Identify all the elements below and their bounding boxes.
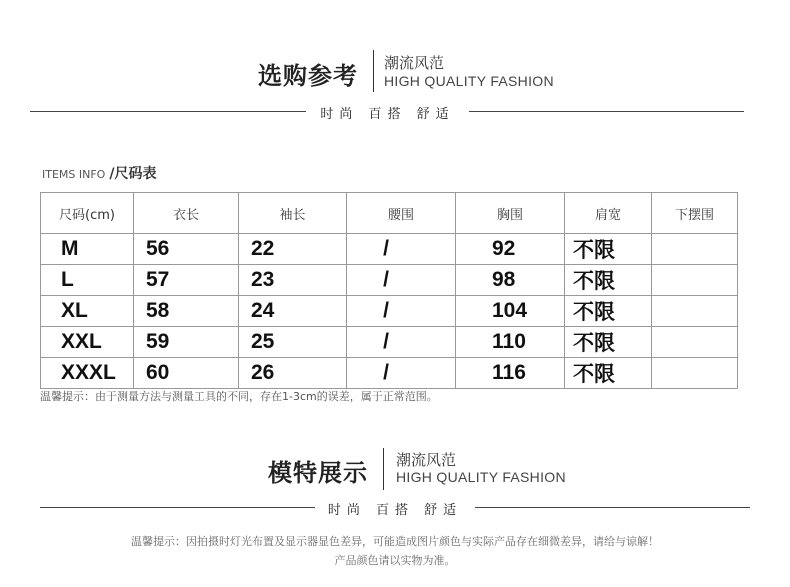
hem-cell [652,327,738,358]
chest-cell: 110 [456,327,565,358]
size-table-header-row [41,193,738,234]
table-row [41,234,738,265]
size-cell: XL [41,296,134,327]
section-title-shopping-reference: 选购参考 [258,62,358,90]
waist-cell: / [347,327,456,358]
tagline-rule-right [469,111,744,112]
shoulder-cell: 不限 [565,358,652,389]
header-subtitle-cn: 潮流风范 [384,54,445,72]
hem-cell [652,296,738,327]
tagline-rule-left [40,507,315,508]
waist-cell: / [347,296,456,327]
hem-cell [652,358,738,389]
length-cell: 56 [134,234,239,265]
header-hem: 下摆围 [652,193,738,234]
tagline-rule-left [30,111,306,112]
length-cell: 58 [134,296,239,327]
header-divider [373,50,374,92]
header-subtitle-en: HIGH QUALITY FASHION [384,73,554,89]
sleeve-cell: 26 [239,358,347,389]
header-waist: 腰围 [347,193,456,234]
header-subtitle-cn: 潮流风范 [396,451,457,469]
length-cell: 57 [134,265,239,296]
header-shoulder: 肩宽 [565,193,652,234]
items-info-label [42,163,156,183]
sleeve-cell: 24 [239,296,347,327]
chest-cell: 92 [456,234,565,265]
length-cell: 59 [134,327,239,358]
shoulder-cell: 不限 [565,265,652,296]
section-title-model-display: 模特展示 [268,459,368,487]
chest-cell: 104 [456,296,565,327]
sleeve-cell: 22 [239,234,347,265]
chest-cell: 98 [456,265,565,296]
header-sleeve: 袖长 [239,193,347,234]
waist-cell: / [347,358,456,389]
chest-cell: 116 [456,358,565,389]
measurement-note: 温馨提示：由于测量方法与测量工具的不同，存在1-3cm的误差，属于正常范围。 [40,390,438,403]
tagline: 时尚 百搭 舒适 [320,107,455,122]
length-cell: 60 [134,358,239,389]
footer-note-line2: 产品颜色请以实物为准。 [334,554,456,567]
shoulder-cell: 不限 [565,327,652,358]
shoulder-cell: 不限 [565,234,652,265]
shoulder-cell: 不限 [565,296,652,327]
size-cell: M [41,234,134,265]
sleeve-cell: 25 [239,327,347,358]
table-row [41,358,738,389]
footer-note-line1: 温馨提示：因拍摄时灯光布置及显示器显色差异，可能造成图片颜色与实际产品存在细微差异，请给与谅解！ [131,535,659,548]
waist-cell: / [347,265,456,296]
waist-cell: / [347,234,456,265]
tagline-rule-right [475,507,750,508]
items-info-en: ITEMS INFO [42,168,106,181]
tagline: 时尚 百搭 舒适 [327,503,463,518]
header-subtitle-en: HIGH QUALITY FASHION [396,469,566,485]
size-table [40,192,738,389]
table-row [41,265,738,296]
header-size: 尺码(cm) [41,193,134,234]
items-info-cn: /尺码表 [109,166,157,182]
size-cell: XXL [41,327,134,358]
table-row [41,296,738,327]
hem-cell [652,265,738,296]
table-row [41,327,738,358]
header-length: 衣长 [134,193,239,234]
size-cell: XXXL [41,358,134,389]
sleeve-cell: 23 [239,265,347,296]
header-chest: 胸围 [456,193,565,234]
size-cell: L [41,265,134,296]
header-divider [383,448,384,490]
hem-cell [652,234,738,265]
